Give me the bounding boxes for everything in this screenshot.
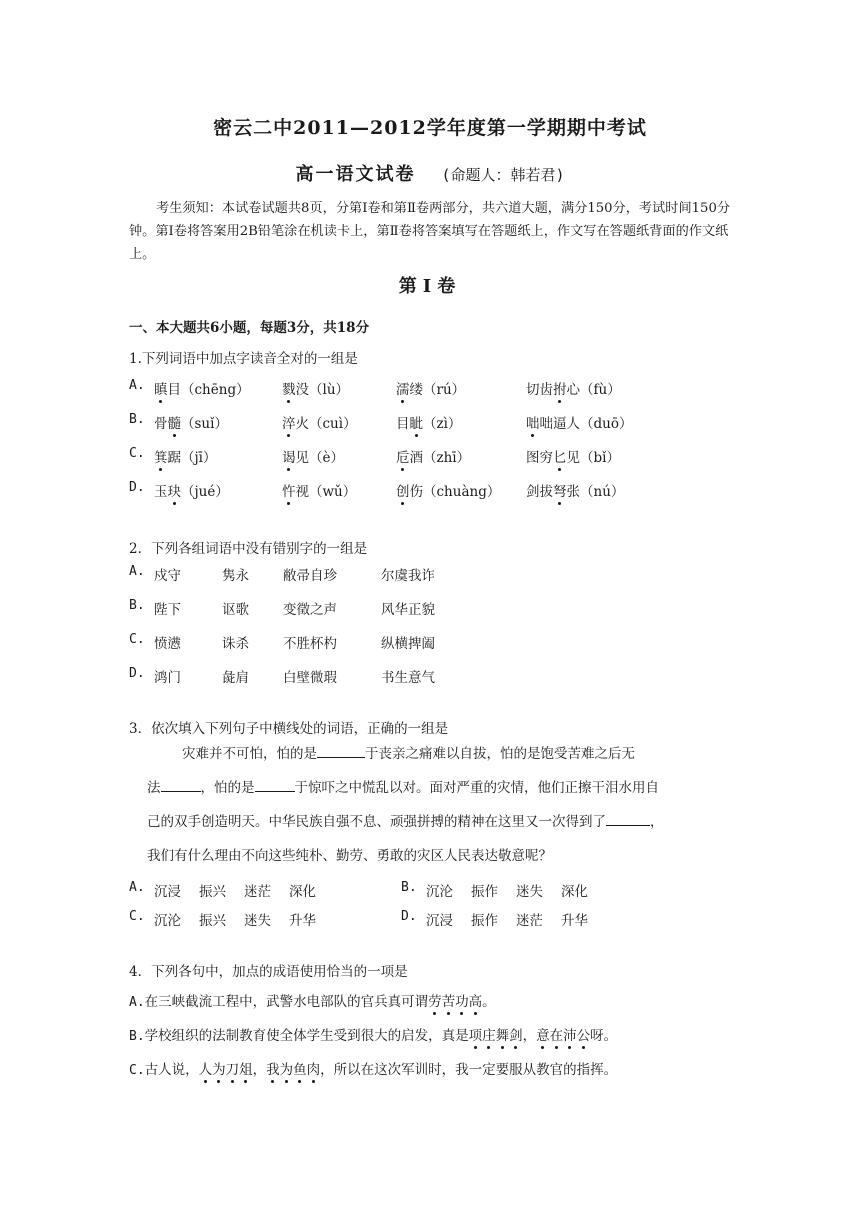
option-label: C.: [129, 632, 145, 647]
dotted-char: 为: [212, 1062, 226, 1078]
option-word: 振作: [471, 913, 498, 929]
dotted-char: 淬: [282, 416, 296, 432]
answer-blank: [161, 777, 201, 792]
dotted-char: 戮: [282, 382, 296, 398]
dotted-char: 鱼: [293, 1062, 307, 1078]
dotted-char: 箕: [154, 450, 168, 466]
dotted-char: 创: [396, 484, 410, 500]
dotted-char: 人: [198, 1062, 213, 1078]
option-word: 变徵之声: [283, 602, 337, 618]
option-word: 卮酒（zhī）: [396, 450, 471, 466]
option-label: B.: [129, 412, 145, 427]
option-word: 深化: [289, 884, 316, 900]
option-word: 沉沦: [154, 913, 181, 929]
q4-stem: 4．下列各句中，加点的成语使用恰当的一项是: [129, 964, 408, 980]
option-word: 目眦（zì）: [396, 416, 462, 432]
paper-name: 高一语文试卷: [295, 164, 416, 185]
q3-passage-line-4: 我们有什么理由不向这些纯朴、勤劳、勇敢的灾区人民表达敬意呢？: [147, 848, 552, 864]
option-word: 敝帚自珍: [283, 568, 337, 584]
option-word: 深化: [561, 884, 588, 900]
dotted-char: 项: [468, 1028, 483, 1044]
option-label: D.: [129, 666, 145, 681]
dotted-char: 谒: [282, 450, 296, 466]
option-label: C.: [129, 909, 145, 924]
q4-option-c: C.古人说，人为刀俎，我为鱼肉，所以在这次军训时，我一定要服从教官的指挥。: [129, 1062, 618, 1078]
option-word: 陛下: [154, 602, 181, 618]
dotted-char: 玦: [167, 484, 181, 500]
option-word: 图穷匕见（bǐ）: [526, 450, 620, 466]
dotted-char: 弩: [553, 484, 567, 500]
option-word: 戍守: [154, 568, 181, 584]
option-label: A.: [129, 378, 145, 393]
dotted-char: ，: [522, 1028, 537, 1044]
q3-stem: 3．依次填入下列句子中横线处的词语，正确的一组是: [129, 721, 449, 737]
dotted-char: 为: [279, 1062, 294, 1078]
dotted-char: 匕: [553, 450, 567, 466]
volume-heading: 第Ⅰ卷: [398, 276, 462, 297]
dotted-char: 功: [455, 994, 469, 1010]
q3-passage-line-3: 己的双手创造明天。中华民族自强不息、顽强拼搏的精神在这里又一次得到了 ，: [147, 810, 727, 830]
option-word: 诛杀: [222, 636, 249, 652]
option-word: 愤懑: [154, 636, 181, 652]
option-word: 迷失: [244, 913, 271, 929]
notice-text: 考生须知：本试卷试题共8页，分第Ⅰ卷和第Ⅱ卷两部分，共六道大题，满分150分，考试时间150分钟。第Ⅰ卷将答案用2B铅笔涂在机读卡上，第Ⅱ卷将答案填写在答题纸上，作文写在答题纸背面的作文纸上。: [129, 201, 731, 262]
dotted-char: 劳: [428, 994, 442, 1010]
dotted-char: 髓: [167, 416, 181, 432]
option-word: 箕踞（jī）: [154, 450, 217, 466]
option-word: 玉玦（jué）: [154, 484, 229, 500]
q1-stem: 1.下列词语中加点字读音全对的一组是: [129, 351, 358, 367]
dotted-char: 意: [536, 1028, 550, 1044]
dotted-char: ，: [252, 1062, 267, 1078]
dotted-char: 刀: [225, 1062, 240, 1078]
q4-option-a: A.在三峡截流工程中，武警水电部队的官兵真可谓劳苦功高。: [129, 994, 496, 1010]
dotted-idiom: [428, 994, 482, 1010]
option-word: 尔虞我诈: [381, 568, 435, 584]
option-word: 升华: [289, 913, 316, 929]
option-word: 迷茫: [516, 913, 543, 929]
option-word: 振兴: [199, 913, 226, 929]
dotted-char: 舞: [495, 1028, 510, 1044]
dotted-char: 拊: [553, 382, 567, 398]
option-label: C.: [129, 446, 145, 461]
option-word: 咄咄逼人（duō）: [526, 416, 633, 432]
option-word: 瞋目（chēng）: [154, 382, 250, 398]
option-word: 振作: [471, 884, 498, 900]
answer-blank: [255, 777, 295, 792]
option-label: B.: [401, 880, 417, 895]
option-word: 濡缕（rú）: [396, 382, 466, 398]
option-word: 风华正貌: [381, 602, 435, 618]
dotted-char: 高: [468, 994, 483, 1010]
option-word: 书生意气: [381, 670, 435, 686]
option-word: 淬火（cuì）: [282, 416, 357, 432]
option-label: D.: [129, 480, 145, 495]
answer-blank: [317, 743, 365, 758]
dotted-idiom: [199, 1062, 321, 1078]
section-heading: 一、本大题共6小题，每题3分，共18分: [129, 320, 370, 336]
option-word: 沉浸: [426, 913, 453, 929]
option-label: A.: [129, 880, 145, 895]
option-word: 剑拔弩张（nú）: [526, 484, 625, 500]
option-label: D.: [401, 909, 417, 924]
dotted-char: 肉: [306, 1062, 321, 1078]
dotted-char: 俎: [239, 1062, 253, 1078]
option-word: 切齿拊心（fù）: [526, 382, 621, 398]
option-word: 振兴: [199, 884, 226, 900]
exam-subtitle: [0, 160, 860, 186]
dotted-char: 濡: [396, 382, 410, 398]
option-word: 沉沦: [426, 884, 453, 900]
option-word: 不胜杯杓: [283, 636, 337, 652]
dotted-char: 我: [266, 1062, 280, 1078]
option-word: 鸿门: [154, 670, 181, 686]
option-word: 迷失: [516, 884, 543, 900]
option-word: 戮没（lù）: [282, 382, 350, 398]
option-word: 升华: [561, 913, 588, 929]
answer-blank: [606, 811, 650, 826]
q2-stem: 2．下列各组词语中没有错别字的一组是: [129, 541, 368, 557]
dotted-char: 苦: [441, 994, 456, 1010]
dotted-char: 剑: [509, 1028, 523, 1044]
option-label: B.: [129, 598, 145, 613]
dotted-char: 咄: [526, 416, 540, 432]
q3-passage-line-2: 法 ，怕的是 于惊吓之中慌乱以对。面对严重的灾情，他们正擦干泪水用自: [147, 776, 727, 796]
option-word: 创伤（chuàng）: [396, 484, 501, 500]
option-word: 隽永: [222, 568, 249, 584]
exam-notice: [129, 197, 737, 266]
dotted-char: 卮: [396, 450, 410, 466]
paper-author: (命题人：韩若君): [441, 166, 565, 184]
dotted-idiom: [469, 1028, 591, 1044]
option-word: 讴歌: [222, 602, 249, 618]
option-word: 忤视（wǔ）: [282, 484, 357, 500]
option-word: 迷茫: [244, 884, 271, 900]
option-word: 谒见（è）: [282, 450, 344, 466]
dotted-char: 公: [576, 1028, 591, 1044]
dotted-char: 在: [549, 1028, 564, 1044]
option-word: 骨髓（suǐ）: [154, 416, 228, 432]
option-word: 纵横捭阖: [381, 636, 435, 652]
dotted-char: 忤: [282, 484, 296, 500]
q4-option-b: B.学校组织的法制教育使全体学生受到很大的启发，真是项庄舞剑，意在沛公呀。: [129, 1028, 618, 1044]
dotted-char: 沛: [563, 1028, 577, 1044]
dotted-char: 眦: [409, 416, 423, 432]
dotted-char: 庄: [482, 1028, 496, 1044]
option-word: 沉浸: [154, 884, 181, 900]
exam-title: 密云二中2011—2012学年度第一学期期中考试: [213, 117, 647, 139]
dotted-char: 瞋: [154, 382, 168, 398]
option-word: 彘肩: [222, 670, 249, 686]
q3-passage-line-1: 灾难并不可怕，怕的是 于丧亲之痛难以自拔，怕的是饱受苦难之后无: [182, 742, 762, 762]
option-label: A.: [129, 564, 145, 579]
option-word: 白壁微瑕: [283, 670, 337, 686]
